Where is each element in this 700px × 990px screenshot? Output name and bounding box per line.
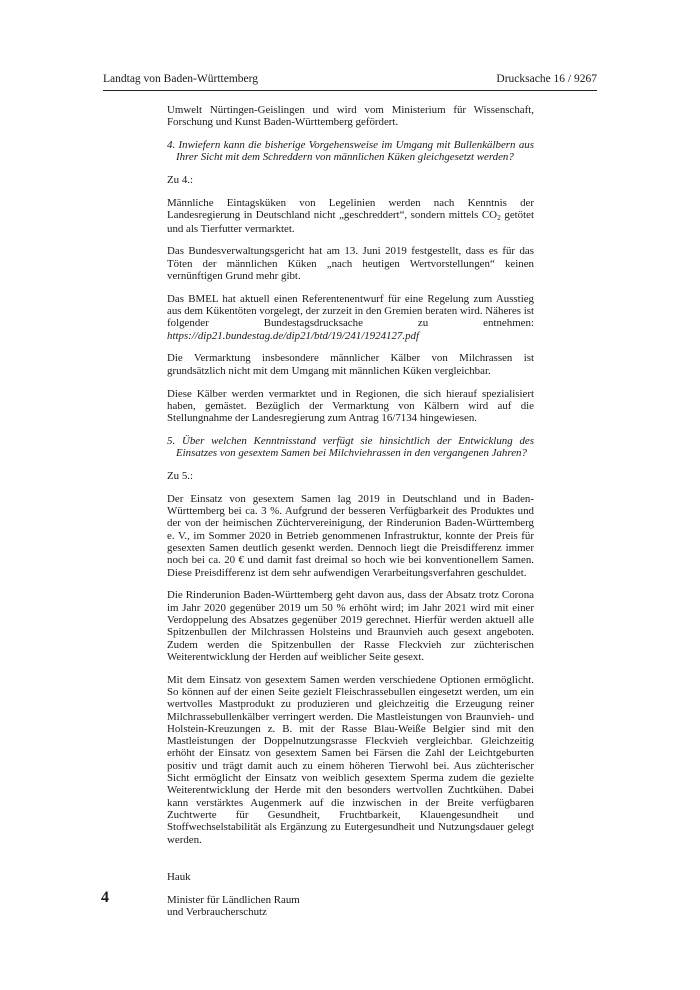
question-4: 4. Inwiefern kann die bisherige Vorgehensweise im Umgang mit Bullenkälbern aus Ihrer Sicht mit dem Schreddern von männlichen Küken gleichgesetzt werden?	[167, 139, 534, 164]
header-parliament: Landtag von Baden-Württemberg	[103, 73, 258, 85]
page-number: 4	[101, 889, 109, 906]
signature-title-line2: und Verbraucherschutz	[167, 906, 267, 919]
page-header	[103, 70, 597, 91]
paragraph-marketing: Die Vermarktung insbesondere männlicher Kälber von Milchrassen ist grundsätzlich nicht mit dem Umgang mit männlichen Küken vergleichbar.	[167, 352, 534, 377]
paragraph-sexed-semen: Der Einsatz von gesextem Samen lag 2019 in Deutschland und in Baden-Württemberg bei ca. 3 %. Aufgrund der besseren Verfügbarkeit des Produktes und der von der heimischen Züchtervereinigung, der Rinderunion Baden-Württemberg e. V., im Sommer 2020 in Betrieb genommenen Infrastruktur, konnte der Preis für gesexten Samen deutlich gesenkt werden. Dennoch liegt die Preisdifferenz immer noch bei ca. 20 € und damit fast dreimal so hoch wie bei konventionellem Samen. Diese Preisdifferenz ist dem sehr aufwendigen Verarbeitungsverfahren geschuldet.	[167, 492, 534, 579]
paragraph-eintagskueken: Männliche Eintagsküken von Legelinien werden nach Kenntnis der Landesregierung in Deutschland nicht „geschreddert“, sondern mittels CO2 getötet und als Tierfutter vermarktet.	[167, 196, 535, 235]
answer-heading-5: Zu 5.:	[167, 470, 194, 483]
paragraph-court-ruling: Das Bundesverwaltungsgericht hat am 13. Juni 2019 festgestellt, dass es für das Töten der männlichen Küken „nach heutigen Wertvorstellungen“ keinen vernünftigen Grund mehr gibt.	[167, 245, 534, 282]
paragraph-calves: Diese Kälber werden vermarktet und in Regionen, die sich hierauf spezialisiert haben, gemästet. Bezüglich der Vermarktung von Kälbern wird auf die Stellungnahme der Landesregierung zum Antrag 16/7134 hingewiesen.	[167, 387, 534, 425]
signature-name: Hauk	[167, 871, 191, 884]
header-document-number: Drucksache 16 / 9267	[496, 73, 597, 85]
bundestag-link[interactable]: https://dip21.bundestag.de/dip21/btd/19/241/1924127.pdf	[167, 329, 419, 342]
paragraph-options: Mit dem Einsatz von gesextem Samen werden verschiedene Optionen ermöglicht. So können auf der einen Seite gezielt Fleischrassebullen eingesetzt werden, um ein wertvolles Mastprodukt zu produzieren und gleichzeitig die Erzeugung reiner Milchrassebullenkälber verringert werden. Die Mastleistungen von Braunvieh- und Holstein-Kreuzungen z. B. mit der Rasse Blau-Weiße Belgier sind mit den Mastleistungen der Doppelnutzungsrasse Fleckvieh vergleichbar. Gleichzeitig erhöht der Einsatz von gesextem Samen bei Färsen die Zahl der Leichtgeburten positiv und trägt damit auch zu einem höheren Tierwohl bei. Aus züchterischer Sicht ermöglicht der Einsatz von weiblich gesextem Sperma zudem die gezielte Weiterentwicklung der Herde mit den besonders wertvollen Zuchtkühen. Dabei kann verstärktes Augenmerk auf die inzwischen in der Breite verfügbaren Zuchtwerte für Gesundheit, Fruchtbarkeit, Klauengesundheit und Stoffwechselstabilität als Ergänzung zu Eutergesundheit und Nutzungsdauer gelegt werden.	[167, 673, 534, 846]
answer-heading-4: Zu 4.:	[167, 174, 194, 187]
paragraph-rinderunion: Die Rinderunion Baden-Württemberg geht davon aus, dass der Absatz trotz Corona im Jahr 2020 gegenüber 2019 um 50 % erhöht wird; im Jahr 2021 wird mit einer Verdoppelung des Absatzes gegenüber 2019 gerechnet. Hierfür werden aktuell alle Spitzenbullen der Milchrassen Holsteins und Braunvieh auch gesext angeboten. Zudem werden die Spitzenbullen der Rasse Fleckvieh zur züchterischen Weiterentwicklung der Herden auf weiblicher Seite gesext.	[167, 589, 534, 663]
signature-title-line1: Minister für Ländlichen Raum	[167, 894, 300, 907]
question-5: 5. Über welchen Kenntnisstand verfügt sie hinsichtlich der Entwicklung des Einsatzes von gesextem Samen bei Milchviehrassen in den vergangenen Jahren?	[167, 434, 534, 460]
document-body	[167, 104, 534, 929]
paragraph-continuation: Umwelt Nürtingen-Geislingen und wird vom Ministerium für Wissenschaft, Forschung und Kunst Baden-Württemberg gefördert.	[167, 104, 534, 129]
paragraph-bmel: Das BMEL hat aktuell einen Referentenentwurf für eine Regelung zum Ausstieg aus dem Kükentöten vorgelegt, der zurzeit in den Gremien beraten wird. Näheres ist folgender Bundestagsdrucksache zu entnehmen: https://dip21.bundestag.de/dip21/btd/19/241/1924127.pdf	[167, 292, 534, 342]
